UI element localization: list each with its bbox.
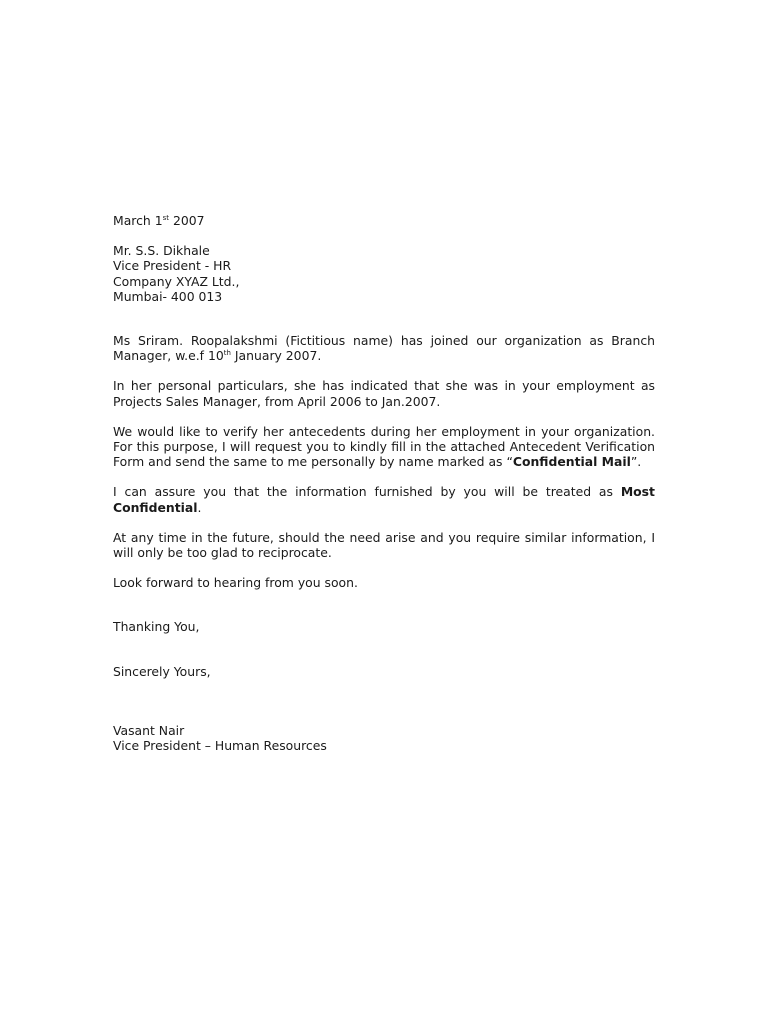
recipient-address <box>113 243 655 304</box>
paragraph-2: In her personal particulars, she has indicated that she was in your employment as Projects Sales Manager, from April 2006 to Jan.2007. <box>113 378 655 409</box>
closing-sincerely: Sincerely Yours, <box>113 663 211 679</box>
date-suffix: st <box>162 214 169 222</box>
letter-body <box>113 213 655 753</box>
signature-block <box>113 723 655 753</box>
signer-title: Vice President – Human Resources <box>113 738 327 754</box>
confidential-mail-text: Confidential Mail <box>512 454 631 470</box>
recipient-title: Vice President - HR <box>113 258 232 274</box>
closing-thanking: Thanking You, <box>113 619 200 635</box>
paragraph-3: We would like to verify her antecedents during her employment in your organization. For this purpose, I will request you to kindly fill in the attached Antecedent Verification Form and send the same to me personally by name marked as “Confidential Mail”. <box>113 423 655 470</box>
most-confidential-text: Most Confidential <box>113 484 655 515</box>
paragraph-1: Ms Sriram. Roopalakshmi (Fictitious name) has joined our organization as Branch Manager, w.e.f 10th January 2007. <box>113 333 655 364</box>
paragraph-6: Look forward to hearing from you soon. <box>113 575 358 591</box>
letter-date: March 1st 2007 <box>113 213 205 228</box>
paragraph-5: At any time in the future, should the need arise and you require similar information, I will only be too glad to reciprocate. <box>113 529 655 561</box>
recipient-company: Company XYAZ Ltd., <box>113 273 240 289</box>
paragraph-4: I can assure you that the information furnished by you will be treated as Most Confidential. <box>113 484 655 515</box>
signer-name: Vasant Nair <box>113 722 185 738</box>
recipient-city: Mumbai- 400 013 <box>113 288 223 304</box>
recipient-name: Mr. S.S. Dikhale <box>113 243 210 259</box>
